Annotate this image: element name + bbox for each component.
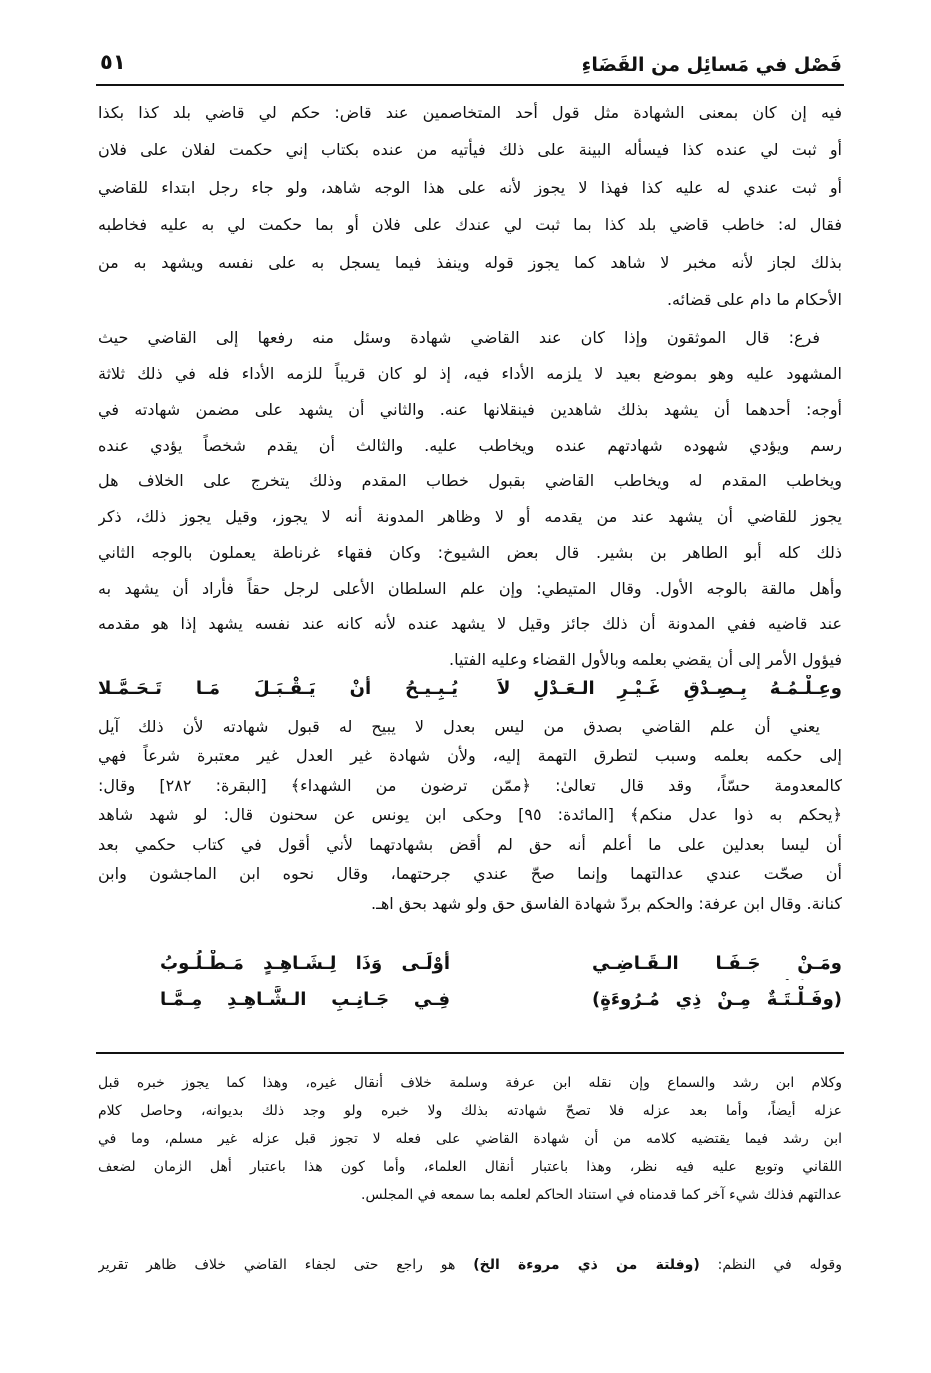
text-line: فيؤول الأمر إلى أن يقضي بعلمه وبالأول القضاء وعليه الفتيا.	[449, 650, 842, 669]
verse-hemistich-right: ومَـنْ جَـفَـا الـقَـاضِـي	[592, 953, 842, 974]
verse-hemistich-right: (وفَـلْـتَـةٌ مِـنْ ذِي مُـرُوءَةٍ)	[592, 989, 842, 1010]
footnote-rule	[96, 1052, 844, 1054]
text-line: فقال له: خاطب قاضي بلد كذا بما ثبت لي عندك على فلان أو بما حكمت لي به عليه فخاطبه	[98, 215, 842, 234]
text-line: ﴿يحكم به ذوا عدل منكم﴾ [المائدة: ٩٥] وحكى ابن يونس عن سحنون قال: لو شهد شاهد	[98, 805, 842, 824]
footnote-line: اللقاني وتوبع عليه فيه نظر، وهذا باعتبار أنقال العلماء، وأما كون هذا باعتبار أهل الزمان لضعف	[98, 1159, 842, 1175]
text-line: المشهود عليه وهو بموضع بعيد لا يلزمه الأداء فيه، إذ لو كان قريباً للزمه الأداء فله في ذلك ثلاثة	[98, 364, 842, 383]
text-line: وأهل مالقة بالوجه الأول. وقال المتيطي: وإن علم السلطان الأعلى لرجل حقاً فأراد أن يشهد به	[98, 579, 842, 598]
verse-hemistich-left: أوْلَـى وَذَا لِـشَـاهِـدٍ مَـطْـلُـوبُ	[160, 953, 450, 974]
header-rule	[96, 84, 844, 86]
text-line: كنانة. وقال ابن عرفة: والحكم بردّ شهادة الفاسق حق ولو شهد بحق اهـ.	[371, 894, 842, 913]
chapter-title: فَصْل في مَسائِل من القَضَاءِ	[581, 54, 842, 76]
verse-hemistich-right: وعِـلْـمُـهُ بِـصِـدْقِ غَـيْـرِ الـعَـدْلِ لاَ	[497, 678, 842, 699]
footnote-line: ابن رشد فيما يقتضيه كلامه من أن شهادة القاضي على فعله لا تجوز قبل عزله غير مسلم، وما في	[98, 1131, 842, 1147]
text-line: ذلك كله أبو الطاهر بن بشير. قال بعض الشيوخ: وكان فقهاء غرناطة يعملون بالوجه الثاني	[98, 543, 842, 562]
footnote-line: عدالتهم فذلك شيء آخر كما قدمناه في استناد الحاكم لعلمه بما سمعه في المجلس.	[361, 1187, 842, 1203]
footnote-text: هو راجع حتى لجفاء القاضي خلاف ظاهر تقرير	[98, 1257, 474, 1273]
text-line: أن ليسا بعدلين على ما أعلم أنه حق لم أقض بشهادتهما لأني أقول في كتاب حكمي بعد	[98, 835, 842, 854]
text-line: يعني أن علم القاضي بصدق من ليس بعدل لا يبيح له قبول شهادته لأن ذلك آيل	[98, 717, 820, 736]
verse-hemistich-left: فِـي جَـانِـبِ الـشَّـاهِـدِ مِـمَّـا	[160, 989, 450, 1010]
text-line: يجوز للقاضي أن يشهد عند من يقدمه أو لا وظاهر المدونة أنه لا يجوز، وقيل يجوز ذلك، ذكر	[98, 507, 842, 526]
text-line: الأحكام ما دام على قضائه.	[666, 290, 842, 309]
text-line: أو ثبت عندي له عليه كذا فهذا لا يجوز لأنه على هذا الوجه شاهد، ولو جاء رجل ابتداء للقاضي	[98, 178, 842, 197]
text-line: فرع: قال الموثقون وإذا كان عند القاضي شهادة وسئل منه رفعها إلى القاضي حيث	[98, 328, 820, 347]
quoted-verse: (وفلتة من ذي مروءة الخ)	[473, 1257, 700, 1273]
footnote-line: عزله أيضاً، وأما بعد عزله فلا تصحّ شهادته بذلك ولا خبره ولو وجد ذلك بديوانه، وحاصل كلام	[98, 1103, 842, 1119]
text-line: أن صحّت عندي عدالتهما وإنما صحّ عندي جرحتهما، وقال نحوه ابن الماجشون وابن	[98, 864, 842, 883]
text-line: فيه إن كان بمعنى الشهادة مثل قول أحد المتخاصمين عند قاض: حكم لي قاضي بلد كذا بكذا	[98, 103, 842, 122]
text-line: رسم ويؤدي شهوده شهادتهم عنده ويخاطب عليه. والثالث أن يقدم شخصاً يؤدي عنده	[98, 436, 842, 455]
text-line: بذلك لجاز لأنه مخبر لا شاهد كما يجوز قوله وينفذ فيما يسجل به على نفسه ويشهد به من	[98, 253, 842, 272]
text-line: أو ثبت لي عنده كذا فيسأله البينة على ذلك فيأتيه من عنده بكتاب إني حكمت لفلان على فلان	[98, 140, 842, 159]
page-number: ٥١	[100, 50, 126, 74]
footnote-line	[98, 1254, 842, 1278]
text-line: أوجه: أحدهما أن يشهد بذلك شاهدين فينقلانها عنه. والثاني أن يشهد على مضمن شهادته في	[98, 400, 842, 419]
text-line: إلى حكمه بعلمه وسبب لتطرق التهمة إليه، ولأن شهادة غير العدل غير معتبرة شرعاً فهي	[98, 746, 842, 765]
footnote-line: وكلام ابن رشد والسماع وإن نقله ابن عرفة وسلمة خلاف أنقال غيره، وهذا كما يجوز خبره قبل	[98, 1075, 842, 1091]
text-line: عند قاضيه ففي المدونة أن ذلك جائز وقيل لا يشهد عنده لأنه كانه عند نفسه يشهد إذا هو مقدمه	[98, 614, 842, 633]
text-line: ويخاطب المقدم له ويخاطب القاضي بقبول خطاب المقدم وذلك يتخرج على الخلاف هل	[98, 471, 842, 490]
text-line: كالمعدومة حسّاً، وقد قال تعالىٰ: ﴿ممّن ترضون من الشهداء﴾ [البقرة: ٢٨٢] وقال:	[98, 776, 842, 795]
footnote-text: وقوله في النظم:	[699, 1257, 842, 1273]
verse-hemistich-left: يُـبِـيـحُ أنْ يَـقْـبَـلَ مَـا تَـحَـمَّـلا	[98, 678, 458, 699]
